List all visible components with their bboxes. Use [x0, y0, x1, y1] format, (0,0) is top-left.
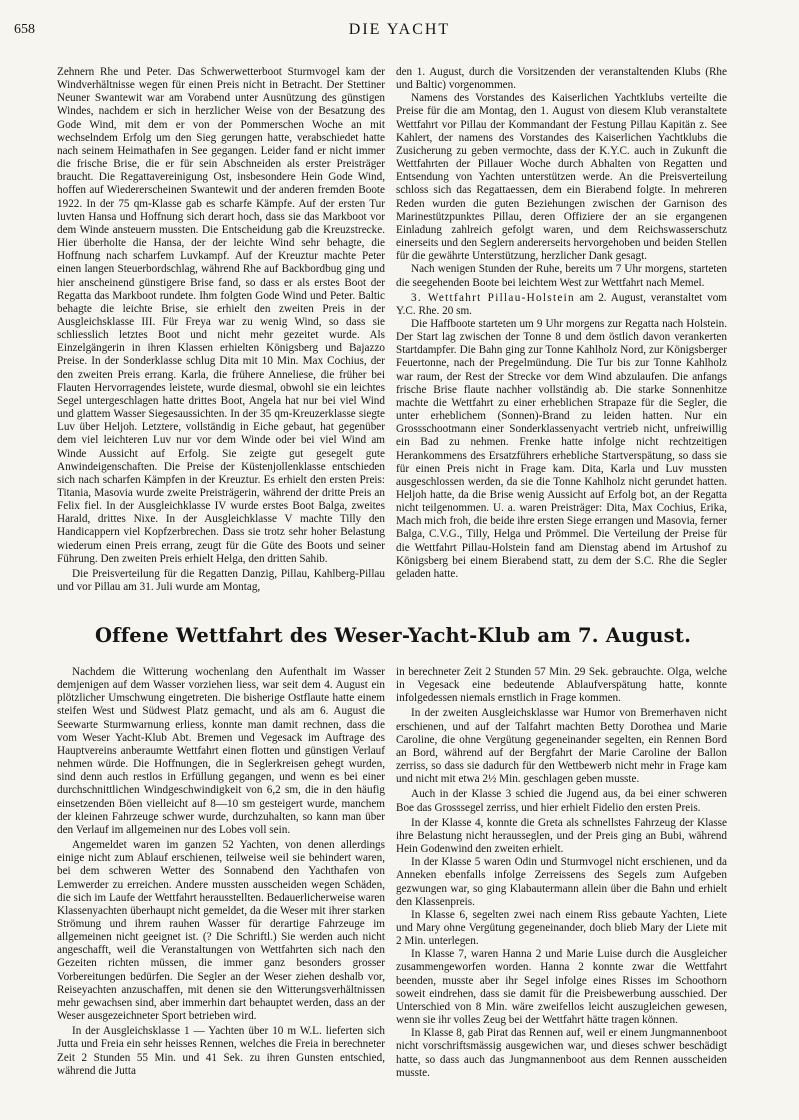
paragraph: In der Ausgleichsklasse 1 — Yachten über 10 m W.L. lieferten sich Jutta und Freia ein sehr heisses Rennen, welches die Freia in berechneter Zeit 2 Stunden 55 Min. und 41 Sek. zu ihren Gunsten entschied, während die Jutta [57, 1025, 385, 1077]
race-heading [396, 292, 727, 318]
race-heading-title: 3. Wettfahrt Pillau-Holstein [411, 291, 575, 304]
paragraph: In Klasse 7, waren Hanna 2 und Marie Luise durch die Ausgleicher zusammengeworfen worden. Hanna 2 konnte zwar die Wettfahrt beenden, musste aber ihr Segel infolge eines Risses im Schoothorn soweit eindrehen, dass sie damit für die Preisbewerbung ausschied. Der Unterschied von 8 Min. wäre zweifellos leicht auszugleichen gewesen, wenn sie ihr volles Zeug bei der Wettfahrt hätte tragen können. [396, 948, 727, 1027]
paragraph: Nach wenigen Stunden der Ruhe, bereits um 7 Uhr morgens, starteten die seegehenden Boote bei leichtem West zur Wettfahrt nach Memel. [396, 263, 727, 289]
paragraph: in berechneter Zeit 2 Stunden 57 Min. 29 Sek. gebrauchte. Olga, welche in Vegesack eine bedeutende Ablaufverspätung hatte, konnte infolgedessen niemals ernstlich in Frage kommen. [396, 666, 727, 705]
paragraph: In der zweiten Ausgleichsklasse war Humor von Bremerhaven nicht erschienen, und auf der Talfahrt machten Betty Dorothea und Marie Caroline, die ohne Vergütung gegeneinander segelten, ein Rennen Bord an Bord, während auf der Bergfahrt der Marie Caroline der Ballon zerriss, so dass sie dadurch für den Wettbewerb nicht mehr in Frage kam und nicht mit etwa 2½ Min. geschlagen geben musste. [396, 707, 727, 786]
race-heading-rest: am 2. August, veranstaltet vom Y.C. Rhe. 20 sm. [396, 291, 727, 317]
paragraph: In Klasse 6, segelten zwei nach einem Riss gebaute Yachten, Liete und Mary ohne Vergütung gegeneinander, doch blieb Mary der Liete mit 2 Min. unterlegen. [396, 908, 727, 948]
column-top-right [396, 66, 727, 626]
column-bottom-left [57, 666, 385, 1112]
page-header [0, 0, 799, 36]
paragraph: den 1. August, durch die Vorsitzenden der veranstaltenden Klubs (Rhe und Baltic) vorgenommen. [396, 66, 727, 92]
section-title: Offene Wettfahrt des Weser-Yacht-Klub am 7. August. [94, 624, 692, 647]
column-bottom-right [396, 666, 727, 1112]
paragraph: In der Klasse 4, konnte die Greta als schnellstes Fahrzeug der Klasse ihre Belastung nicht herausseglen, und der Preis ging an Bubi, während Hein Godenwind den zweiten erhielt. [396, 816, 727, 856]
paragraph: Die Haffboote starteten um 9 Uhr morgens zur Regatta nach Holstein. Der Start lag zwischen der Tonne 8 und dem östlich davon verankerten Startdampfer. Die Bahn ging zur Tonne Kahlholz Nord, zur Königsberger Feuertonne, nach der Pregelmündung. Die Tur bis zur Tonne Kahlholz war raum, der Rest der Strecke vor dem Wind abzulaufen. Die anfangs frische Brise flaute nachher vollständig ab. Die starke Sonnenhitze machte die Wettfahrt zu einer erheblichen Strapaze für die Segler, die unter erheblichem (Sonnen)-Brand zu leiden hatten. Nur ein Grossschootmann einer Sonderklassenyacht vertrieb nicht, unfreiwillig ein Bad zu nehmen. Frenke hatte infolge nicht rechtzeitigen Herankommens des Ersatzführers erhebliche Startverspätung, so dass sie für einen Preis nicht in Frage kam. Dita, Karla und Luv mussten ausgeschlossen werden, da sie die Tonne Kahlholz nicht gerundet hatten. Heljoh hatte, da die Brise wenig Aussicht auf Erfolg bot, an der Regatta nicht teilgenommen. U. a. waren Preisträger: Dita, Max Cochius, Erika, Mach mich froh, die beide ihre ersten Siege errangen und Masovia, ferner Balga, C.V.G., Tilly, Helga und Prömmel. Die Verteilung der Preise für die Wettfahrt Pillau-Holstein fand am Dienstag abend im Artushof zu Königsberg bei einem Bierabend statt, zu dem der S.C. Rhe die Segler geladen hatte. [396, 317, 727, 580]
paragraph: Zehnern Rhe und Peter. Das Schwerwetterboot Sturmvogel kam der Windverhältnisse wegen für einen Preis nicht in Betracht. Der Stettiner Neuner Swantewit war am Vorabend unter Ausnützung des günstigen Windes, nachdem er sich in herzlicher Weise von der Besatzung des Gode Wind, mit dem er von der Pommerschen Woche an mit wechselndem Erfolg um den Sieg gerungen hatte, verabschiedet hatte nach seinem Heimathafen in See gegangen. Leider fand er nicht immer die frische Brise, die er für sein Abschneiden als erster Preisträger braucht. Die Regattavereinigung Ost, insbesondere Hein Gode Wind, hoffen auf Wiedererscheinen Swantewit und der anderen fremden Boote 1922. In der 75 qm-Klasse gab es scharfe Kämpfe. Auf der ersten Tur luvten Hansa und Hoffnung sich derart hoch, dass sie das Markboot vor dem Winde ansteuern mussten. Die Entscheidung gab die Kreuzstrecke. Hier überholte die Hansa, der der leichte Wind sehr behagte, die Hoffnung nach scharfem Luvkampf. Auf der Kreuztur machte Peter einen langen Steuerbordschlag, während Rhe auf Backbordbug ging und hier anscheinend günstigere Brise fand, so dass er als erstes Boot der Regatta das Markboot rundete. Ihm folgten Gode Wind und Peter. Baltic behagte die leichte Brise, sie erhielt den zweiten Preis in der Ausgleichsklasse III. Für Freya war zu wenig Wind, so dass sie schliesslich letztes Boot und nicht mehr gezeitet wurde. Als Einzelgängerin in ihren Klassen erhielten Königsberg und Bajazzo Preise. In der Sonderklasse schlug Dita mit 10 Min. Max Cochius, der den zweiten Preis errang. Karla, die frühere Anneliese, die früher bei Flauten Hervorragendes leistete, wurde diesmal, obwohl sie ein leichtes Segel untergeschlagen hatte drittes Boot, Angela hat nur bei viel Wind und glattem Wasser Siegesaussichten. In der 35 qm-Kreuzerklasse siegte Luv über Heljoh. Letztere, vollständig in Eiche gebaut, hat gegenüber dem viel leichteren Luv nur vor dem Winde oder bei viel Wind am Winde Aussicht auf Erfolg. Sie zeigte gut gesegelt gute Anwindeigenschaften. Die Preise der Küstenjollenklasse entschieden sich nach scharfen Kämpfen in der Kreuztur. Es erhielt den ersten Preis: Titania, Masovia wurde zweite Preisträgerin, während der dritte Preis an Felix fiel. In der Ausgleichklasse IV wurde erstes Boot Balga, zweites Harald, drittes Nixe. In der Ausgleichklasse V machte Tilly den Handicappern viel Kopfzerbrechen. Dass sie trotz sehr hoher Belastung wiederum einen Preis errang, zeugt für die Güte des Boots und seiner Führung. Den zweiten Preis erhielt Helga, den dritten Sahib. [57, 66, 385, 565]
paragraph: Auch in der Klasse 3 schied die Jugend aus, da bei einer schweren Boe das Grosssegel zerriss, und hier erhielt Fidelio den ersten Preis. [396, 788, 727, 814]
running-head: DIE YACHT [348, 21, 451, 38]
column-top-left [57, 66, 385, 716]
paragraph: Nachdem die Witterung wochenlang den Aufenthalt im Wasser demjenigen auf dem Wasser vorziehen liess, war seit dem 4. August ein plötzlicher Umschwung eingetreten. Die bisherige Ostflaute hatte einem steifen West und Südwest Platz gemacht, und als am 6. August die Seewarte Sturmwarnung erliess, konnte man damit rechnen, dass die vom Weser Yacht-Klub Abt. Bremen und Vegesack im Auftrage des Hauptvereins anberaumte Wettfahrt einen flotten und günstigen Verlauf nehmen würde. Die Hoffnungen, die in Seglerkreisen gehegt wurden, sind denn auch restlos in Erfüllung gegangen, und wenn es bei einer durchschnittlichen Windgeschwindigkeit von 6,2 sm, die in den häufig einsetzenden Böen vielleicht auf 8—10 sm gesteigert wurde, manchem der kleinen Fahrzeuge schwer wurde, durchzuhalten, so kann man über den Verlauf im allgemeinen nur des Lobes voll sein. [57, 666, 385, 836]
paragraph: Namens des Vorstandes des Kaiserlichen Yachtklubs verteilte die Preise für die am Montag, den 1. August von diesem Klub veranstaltete Wettfahrt vor Pillau der Kommandant der Festung Pillau Kapitän z. See Kahlert, der namens des Vorstandes des Kaiserlichen Yachtklubs die Zusicherung zu geben vermochte, dass der K.Y.C. auch in Zukunft die Wettfahrten der Pillauer Woche durch Abhalten von Regatten und Entsendung von Yachten unterstützen werde. An die Preisverteilung schloss sich das Regattaessen, dem ein Bierabend folgte. In mehreren Reden wurden die guten Beziehungen zwischen der Garnison des Marinestützpunktes Pillau, deren Offiziere der an sie ergangenen Einladung zahlreich gefolgt waren, und dem Reichswasserschutz einerseits und den Seglern andererseits hervorgehoben und beiden Stellen für die gewährte Unterstützung, herzlicher Dank gesagt. [396, 92, 727, 263]
page-number: 658 [14, 22, 35, 37]
paragraph: Die Preisverteilung für die Regatten Danzig, Pillau, Kahlberg-Pillau und vor Pillau am 31. Juli wurde am Montag, [57, 567, 385, 594]
paragraph: Angemeldet waren im ganzen 52 Yachten, von denen allerdings einige nicht zum Ablauf erschienen, teilweise weil sie behindert waren, bei dem schweren Wetter des Sonnabend den Yachthafen von Lemwerder zu erreichen. Andere mussten ausscheiden wegen Schäden, die sich im Laufe der Wettfahrt herausstellten. Bedauerlicherweise waren Klassenyachten überhaupt nicht gemeldet, da die Weser mit ihrer starken Strömung und ihrem rauhen Wasser für derartige Fahrzeuge im allgemeinen nicht geeignet ist. (? Die Schriftl.) Sie werden auch nicht angeschafft, weil die Veranstaltungen von Wettfahrten sich nach den Gezeiten richten müssen, die immer ganz besonders grosser Vorbereitungen bedürfen. Die Segler an der Weser ziehen deshalb vor, Reiseyachten anzuschaffen, mit denen sie den Witterungsverhältnissen mehr gewachsen sind, aber immerhin dart behauptet werden, dass an der Weser ausgezeichneter Sport betrieben wird. [57, 839, 385, 1023]
paragraph: In Klasse 8, gab Pirat das Rennen auf, weil er einem Jungmannenboot nicht vorschriftsmässig ausgewichen war, und dieses schwer beschädigt hatte, so dass auch das Jungmannenboot aus dem Rennen ausscheiden musste. [396, 1027, 727, 1079]
paragraph: In der Klasse 5 waren Odin und Sturmvogel nicht erschienen, und da Anneken ebenfalls infolge Zerreissens des Segels zum Aufgeben gezwungen war, so ging Klabautermann allein über die Bahn und erhielt den Klassenpreis. [396, 856, 727, 908]
